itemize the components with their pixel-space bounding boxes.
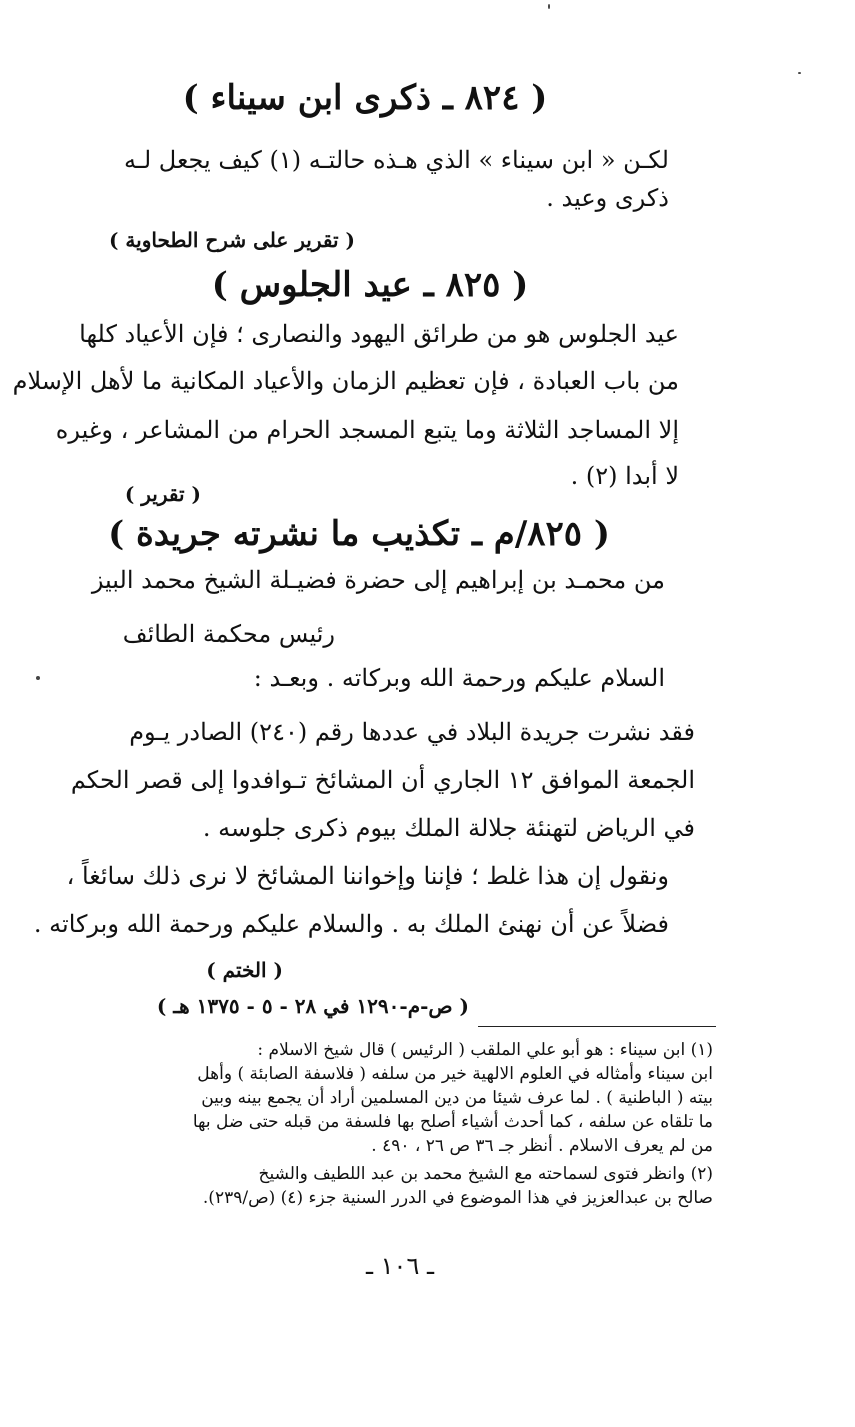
scan-speck — [798, 72, 801, 74]
heading-824: ( ٨٢٤ ـ ذكرى ابن سيناء ) — [182, 78, 548, 118]
s825m-line-4: فقد نشرت جريدة البلاد في عددها رقم (٢٤٠) الصادر يـوم — [129, 718, 695, 746]
heading-825: ( ٨٢٥ ـ عيد الجلوس ) — [211, 265, 529, 305]
footnote-divider — [478, 1026, 716, 1027]
footnote-line-2: ابن سيناء وأمثاله في العلوم الالهية خير من سلفه ( فلاسفة الصابئة ) وأهل — [197, 1064, 713, 1084]
s825m-line-1: من محمـد بن إبراهيم إلى حضرة فضيـلة الشيخ محمد البيز — [91, 566, 665, 594]
s825m-line-2: رئيس محكمة الطائف — [122, 620, 335, 648]
scan-speck — [548, 4, 550, 9]
document-reference: ( ص-م-١٢٩٠ في ٢٨ - ٥ - ١٣٧٥ هـ ) — [156, 994, 469, 1018]
scan-speck — [36, 676, 40, 680]
s825m-line-3: السلام عليكم ورحمة الله وبركاته . وبعـد : — [253, 664, 665, 692]
footnote-line-7: صالح بن عبدالعزيز في هذا الموضوع في الدرر السنية جزء (٤) (ص/٢٣٩). — [202, 1188, 713, 1208]
seal-note: ( الختم ) — [206, 958, 283, 982]
heading-825m: ( ٨٢٥/م ـ تكذيب ما نشرته جريدة ) — [108, 514, 610, 554]
footnote-line-1: (١) ابن سيناء : هو أبو علي الملقب ( الرئيس ) قال شيخ الاسلام : — [257, 1040, 713, 1060]
footnote-line-3: بيته ( الباطنية ) . لما عرف شيئا من دين المسلمين أراد أن يجمع بينه وبين — [201, 1088, 713, 1108]
s825m-line-6: في الرياض لتهنئة جلالة الملك بيوم ذكرى جلوسه . — [202, 814, 695, 842]
s825m-line-7: ونقول إن هذا غلط ؛ فإننا وإخواننا المشائخ لا نرى ذلك سائغاً ، — [66, 862, 669, 890]
s824-line-1: لكـن « ابن سيناء » الذي هـذه حالتـه (١) كيف يجعل لـه — [123, 146, 669, 174]
s825m-line-5: الجمعة الموافق ١٢ الجاري أن المشائخ تـوافدوا إلى قصر الحكم — [70, 766, 695, 794]
footnote-line-4: ما تلقاه عن سلفه ، كما أحدث أشياء أصلح بها فلسفة من قبله حتى ضل بها — [192, 1112, 713, 1132]
s824-line-2: ذكرى وعيد . — [546, 184, 669, 212]
s825-line-4: لا أبدا (٢) . — [570, 462, 679, 490]
s825-line-2: من باب العبادة ، فإن تعظيم الزمان والأعياد المكانية ما لأهل الإسلام — [12, 367, 679, 395]
s825-source: ( تقرير ) — [124, 482, 201, 506]
s825-line-1: عيد الجلوس هو من طرائق اليهود والنصارى ؛ فإن الأعياد كلها — [79, 320, 679, 348]
s825m-line-8: فضلاً عن أن نهنئ الملك به . والسلام عليكم ورحمة الله وبركاته . — [33, 910, 669, 938]
footnote-line-6: (٢) وانظر فتوى لسماحته مع الشيخ محمد بن عبد اللطيف والشيخ — [258, 1164, 713, 1184]
s824-source: ( تقرير على شرح الطحاوية ) — [109, 228, 355, 252]
footnote-line-5: من لم يعرف الاسلام . أنظر جـ ٣٦ ص ٢٦ ، ٤٩٠ . — [371, 1136, 713, 1156]
s825-line-3: إلا المساجد الثلاثة وما يتبع المسجد الحرام من المشاعر ، وغيره — [55, 416, 679, 444]
page-number: ـ ١٠٦ ـ — [365, 1252, 434, 1280]
